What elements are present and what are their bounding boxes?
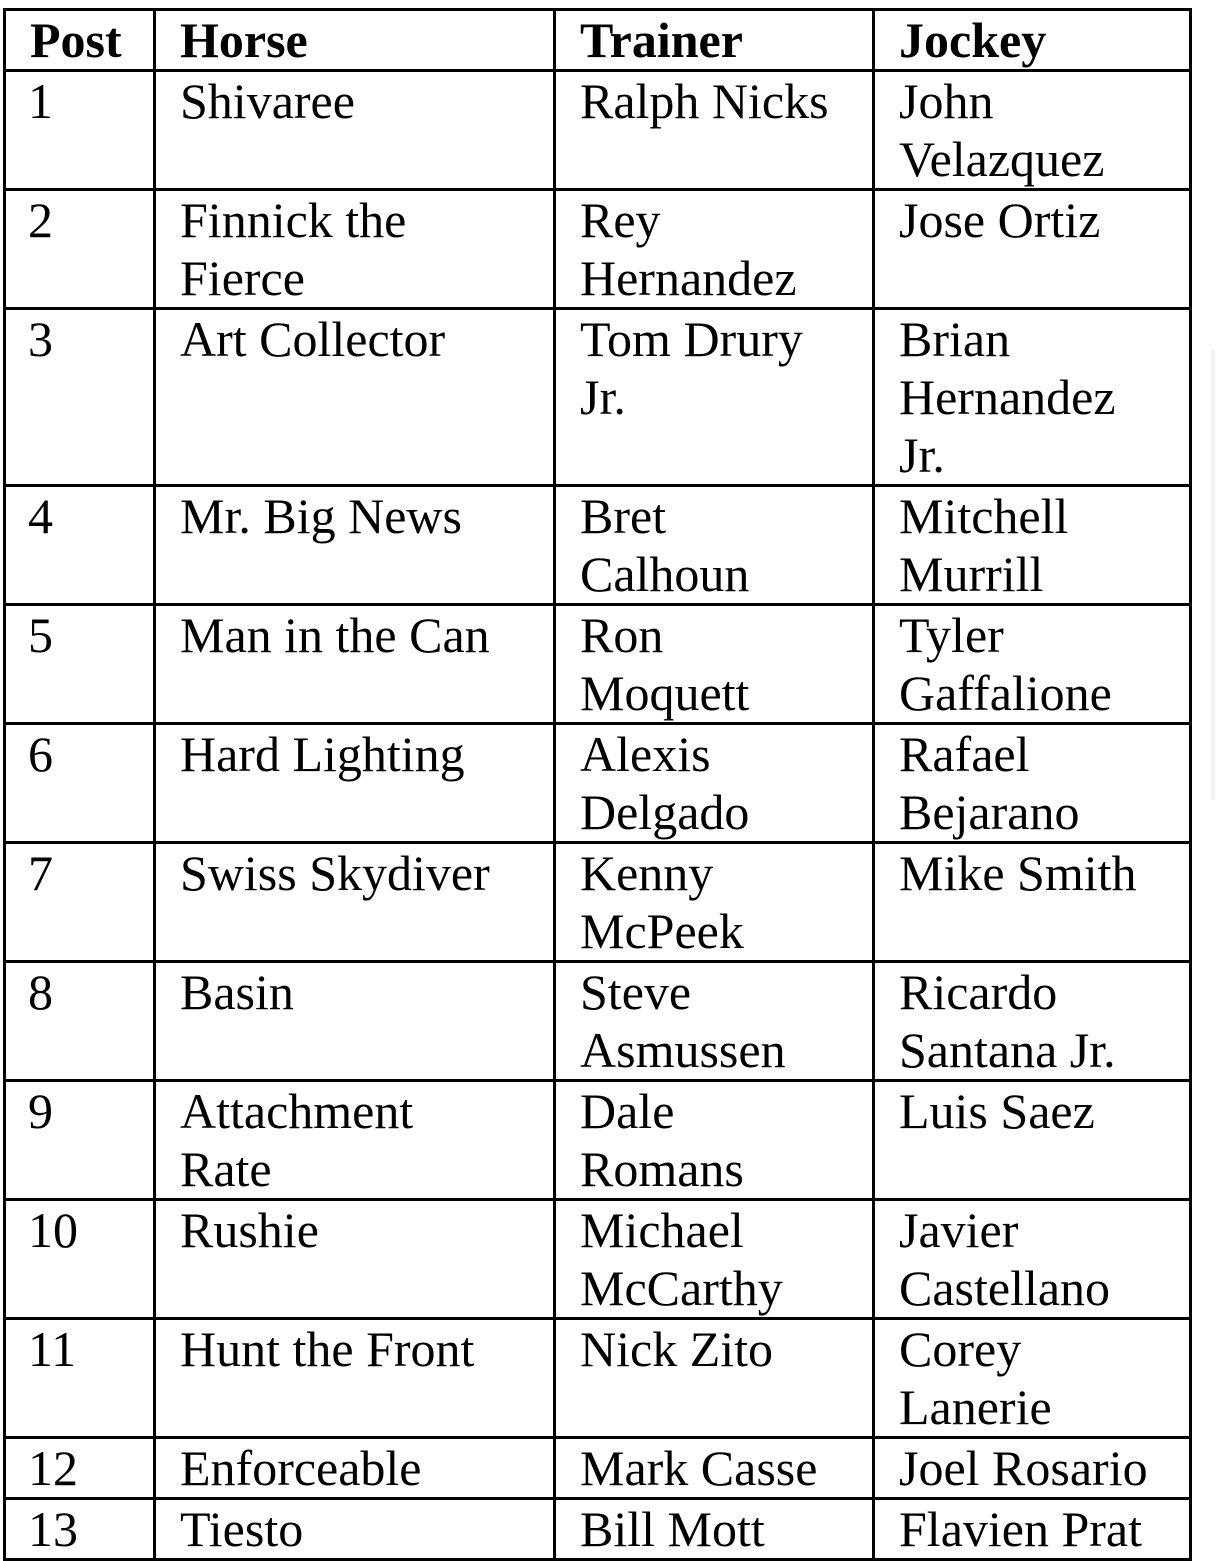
header-jockey: Jockey	[874, 10, 1191, 71]
post-cell: 1	[5, 71, 155, 190]
scrollbar-track[interactable]	[1211, 350, 1215, 800]
entries-table	[3, 8, 1192, 1561]
header-post: Post	[5, 10, 155, 71]
table-row	[5, 1200, 1191, 1319]
trainer-cell: Bill Mott	[555, 1499, 874, 1560]
trainer-cell: Ralph Nicks	[555, 71, 874, 190]
jockey-cell: John Velazquez	[874, 71, 1191, 190]
horse-cell: Art Collector	[155, 309, 555, 486]
table-row	[5, 486, 1191, 605]
horse-cell: Enforceable	[155, 1438, 555, 1499]
table-row	[5, 1438, 1191, 1499]
table-row	[5, 724, 1191, 843]
post-cell: 12	[5, 1438, 155, 1499]
trainer-cell: Bret Calhoun	[555, 486, 874, 605]
jockey-cell: Ricardo Santana Jr.	[874, 962, 1191, 1081]
horse-cell: Rushie	[155, 1200, 555, 1319]
horse-cell: Man in the Can	[155, 605, 555, 724]
jockey-cell: Luis Saez	[874, 1081, 1191, 1200]
trainer-cell: Dale Romans	[555, 1081, 874, 1200]
post-cell: 5	[5, 605, 155, 724]
horse-cell: Hunt the Front	[155, 1319, 555, 1438]
jockey-cell: Corey Lanerie	[874, 1319, 1191, 1438]
jockey-cell: Flavien Prat	[874, 1499, 1191, 1560]
table-row	[5, 309, 1191, 486]
jockey-cell: Javier Castellano	[874, 1200, 1191, 1319]
post-cell: 2	[5, 190, 155, 309]
post-cell: 13	[5, 1499, 155, 1560]
jockey-cell: Rafael Bejarano	[874, 724, 1191, 843]
table-row	[5, 962, 1191, 1081]
trainer-cell: Rey Hernandez	[555, 190, 874, 309]
horse-cell: Hard Lighting	[155, 724, 555, 843]
jockey-cell: Brian Hernandez Jr.	[874, 309, 1191, 486]
post-cell: 7	[5, 843, 155, 962]
header-trainer: Trainer	[555, 10, 874, 71]
trainer-cell: Steve Asmussen	[555, 962, 874, 1081]
trainer-cell: Tom Drury Jr.	[555, 309, 874, 486]
trainer-cell: Alexis Delgado	[555, 724, 874, 843]
horse-cell: Tiesto	[155, 1499, 555, 1560]
post-cell: 11	[5, 1319, 155, 1438]
table-row	[5, 71, 1191, 190]
horse-cell: Finnick the Fierce	[155, 190, 555, 309]
trainer-cell: Mark Casse	[555, 1438, 874, 1499]
jockey-cell: Tyler Gaffalione	[874, 605, 1191, 724]
trainer-cell: Michael McCarthy	[555, 1200, 874, 1319]
trainer-cell: Kenny McPeek	[555, 843, 874, 962]
post-cell: 3	[5, 309, 155, 486]
jockey-cell: Mike Smith	[874, 843, 1191, 962]
horse-cell: Shivaree	[155, 71, 555, 190]
horse-cell: Basin	[155, 962, 555, 1081]
table-row	[5, 1081, 1191, 1200]
trainer-cell: Nick Zito	[555, 1319, 874, 1438]
table-row	[5, 1319, 1191, 1438]
table-row	[5, 190, 1191, 309]
post-cell: 10	[5, 1200, 155, 1319]
table-row	[5, 843, 1191, 962]
horse-cell: Mr. Big News	[155, 486, 555, 605]
jockey-cell: Joel Rosario	[874, 1438, 1191, 1499]
table-row	[5, 1499, 1191, 1560]
post-cell: 8	[5, 962, 155, 1081]
post-cell: 4	[5, 486, 155, 605]
post-cell: 6	[5, 724, 155, 843]
post-cell: 9	[5, 1081, 155, 1200]
trainer-cell: Ron Moquett	[555, 605, 874, 724]
jockey-cell: Mitchell Murrill	[874, 486, 1191, 605]
horse-cell: Swiss Skydiver	[155, 843, 555, 962]
table-row	[5, 605, 1191, 724]
header-row	[5, 10, 1191, 71]
jockey-cell: Jose Ortiz	[874, 190, 1191, 309]
header-horse: Horse	[155, 10, 555, 71]
horse-cell: Attachment Rate	[155, 1081, 555, 1200]
